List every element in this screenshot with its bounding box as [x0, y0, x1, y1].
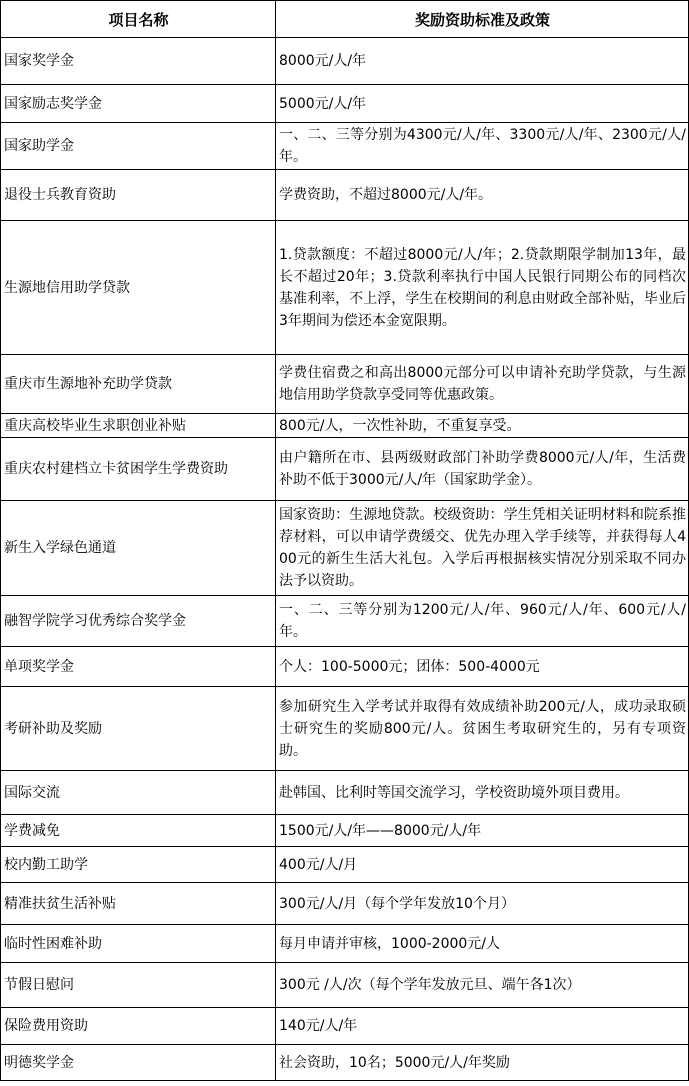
table-row — [1, 123, 689, 170]
project-name-cell: 保险费用资助 — [1, 1008, 276, 1045]
table-row — [1, 355, 689, 414]
column-header-policy: 奖励资助标准及政策 — [276, 1, 689, 38]
policy-cell: 8000元/人/年 — [276, 38, 689, 85]
policy-cell: 个人：100-5000元；团体：500-4000元 — [276, 647, 689, 687]
table-row — [1, 647, 689, 687]
project-name-cell: 退役士兵教育资助 — [1, 170, 276, 221]
policy-cell: 学费住宿费之和高出8000元部分可以申请补充助学贷款，与生源地信用助学贷款享受同等优惠政策。 — [276, 355, 689, 414]
policy-cell: 5000元/人/年 — [276, 85, 689, 123]
policy-cell: 300元/人/月（每个学年发放10个月） — [276, 883, 689, 925]
policy-cell: 每月申请并审核，1000-2000元/人 — [276, 925, 689, 963]
project-name-cell: 重庆市生源地补充助学贷款 — [1, 355, 276, 414]
policy-cell: 1.贷款额度：不超过8000元/人/年；2.贷款期限学制加13年，最长不超过20年；3.贷款利率执行中国人民银行同期公布的同档次基准利率，不上浮，学生在校期间的利息由财政全部补贴，毕业后3年期间为偿还本金宽限期。 — [276, 221, 689, 355]
table-header-row — [1, 1, 689, 38]
project-name-cell: 重庆高校毕业生求职创业补贴 — [1, 414, 276, 438]
project-name-cell: 精准扶贫生活补贴 — [1, 883, 276, 925]
project-name-cell: 国家助学金 — [1, 123, 276, 170]
project-name-cell: 国家奖学金 — [1, 38, 276, 85]
project-name-cell: 校内勤工助学 — [1, 847, 276, 883]
project-name-cell: 重庆农村建档立卡贫困学生学费资助 — [1, 438, 276, 501]
table-row — [1, 38, 689, 85]
table-row — [1, 925, 689, 963]
project-name-cell: 考研补助及奖励 — [1, 687, 276, 771]
table-row — [1, 963, 689, 1008]
policy-cell: 1500元/人/年——8000元/人/年 — [276, 815, 689, 847]
policy-cell: 国家资助：生源地贷款。校级资助：学生凭相关证明材料和院系推荐材料，可以申请学费缓交、优先办理入学手续等，并获得每人400元的新生生活大礼包。入学后再根据核实情况分别采取不同办法予以资助。 — [276, 501, 689, 596]
project-name-cell: 融智学院学习优秀综合奖学金 — [1, 596, 276, 647]
project-name-cell: 新生入学绿色通道 — [1, 501, 276, 596]
table-row — [1, 687, 689, 771]
policy-cell: 学费资助，不超过8000元/人/年。 — [276, 170, 689, 221]
table-row — [1, 596, 689, 647]
project-name-cell: 单项奖学金 — [1, 647, 276, 687]
policy-cell: 参加研究生入学考试并取得有效成绩补助200元/人，成功录取硕士研究生的奖励800元/人。贫困生考取研究生的，另有专项资助。 — [276, 687, 689, 771]
column-header-project-name: 项目名称 — [1, 1, 276, 38]
table-row — [1, 883, 689, 925]
table-row — [1, 438, 689, 501]
table-row — [1, 414, 689, 438]
table-row — [1, 85, 689, 123]
table-row — [1, 815, 689, 847]
table-row — [1, 501, 689, 596]
policy-cell: 140元/人/年 — [276, 1008, 689, 1045]
policy-cell: 300元 /人/次（每个学年发放元旦、端午各1次） — [276, 963, 689, 1008]
project-name-cell: 国家励志奖学金 — [1, 85, 276, 123]
project-name-cell: 学费减免 — [1, 815, 276, 847]
table-row — [1, 1045, 689, 1081]
table-row — [1, 170, 689, 221]
table-row — [1, 847, 689, 883]
project-name-cell: 节假日慰问 — [1, 963, 276, 1008]
policy-cell: 由户籍所在市、县两级财政部门补助学费8000元/人/年，生活费补助不低于3000元/人/年（国家助学金）。 — [276, 438, 689, 501]
policy-cell: 800元/人，一次性补助，不重复享受。 — [276, 414, 689, 438]
policy-cell: 400元/人/月 — [276, 847, 689, 883]
policy-cell: 一、二、三等分别为4300元/人/年、3300元/人/年、2300元/人/年。 — [276, 123, 689, 170]
policy-cell: 一、二、三等分别为1200元/人/年、960元/人/年、600元/人/年。 — [276, 596, 689, 647]
project-name-cell: 临时性困难补助 — [1, 925, 276, 963]
project-name-cell: 国际交流 — [1, 771, 276, 815]
project-name-cell: 生源地信用助学贷款 — [1, 221, 276, 355]
table-row — [1, 221, 689, 355]
policy-cell: 赴韩国、比利时等国交流学习，学校资助境外项目费用。 — [276, 771, 689, 815]
table-row — [1, 1008, 689, 1045]
policy-cell: 社会资助，10名；5000元/人/年奖励 — [276, 1045, 689, 1081]
table-row — [1, 771, 689, 815]
project-name-cell: 明德奖学金 — [1, 1045, 276, 1081]
